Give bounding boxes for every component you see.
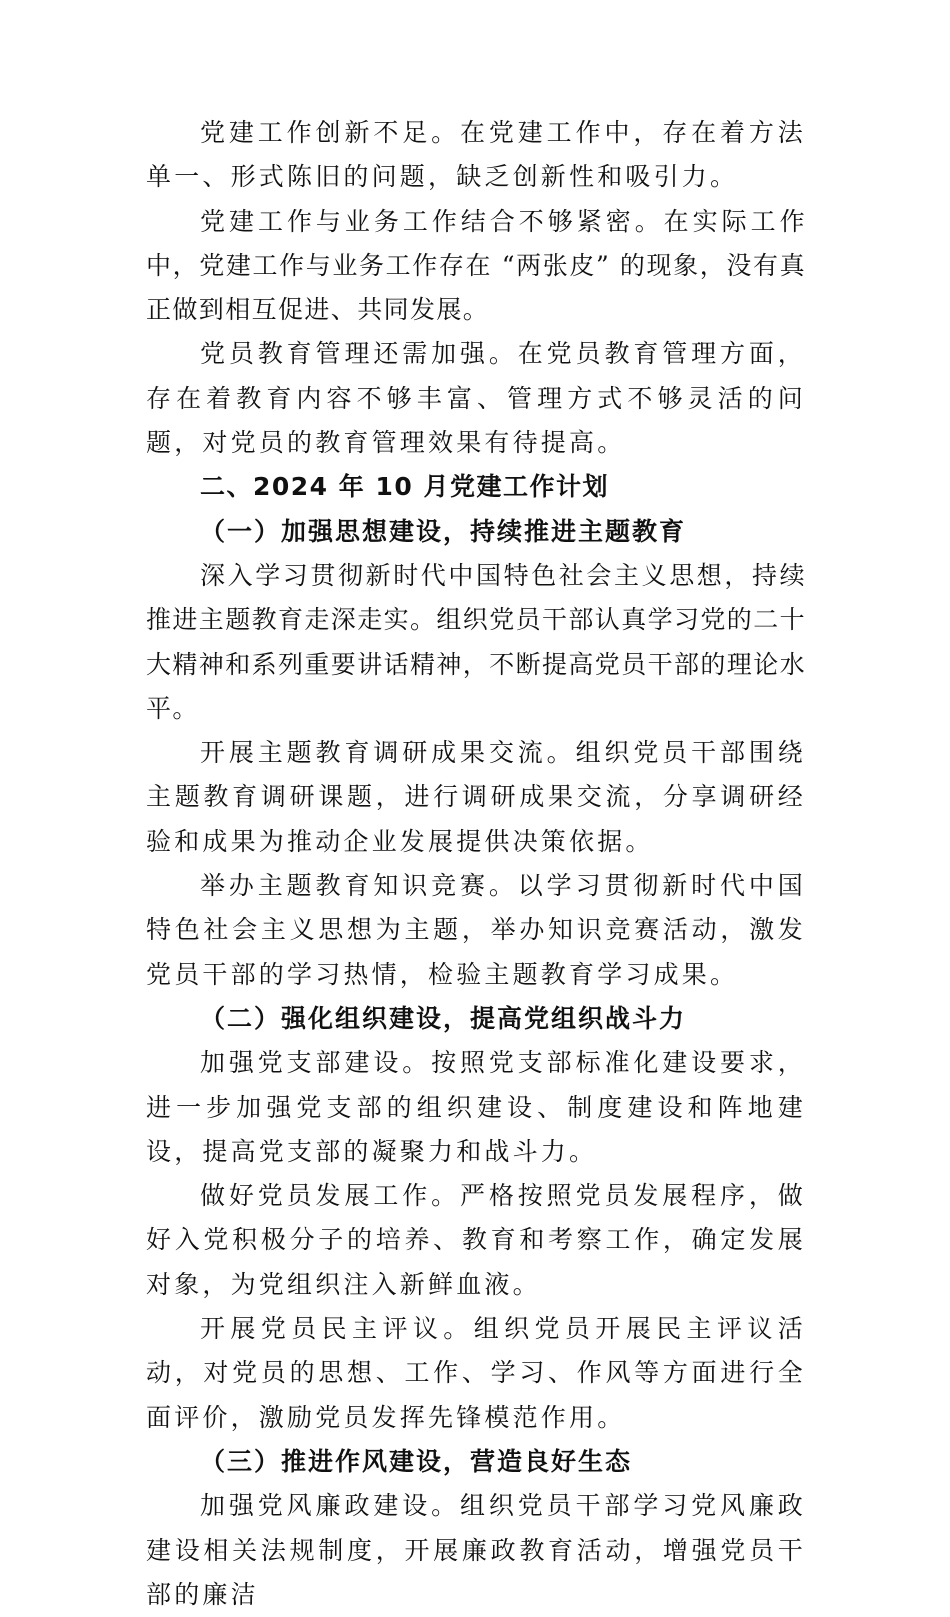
subheading-organization: （二）强化组织建设，提高党组织战斗力 <box>200 1003 687 1033</box>
paragraph-research-exchange: 开展主题教育调研成果交流。组织党员干部围绕主题教育调研课题，进行调研成果交流，分享调研经验和成果为推动企业发展提供决策依据。 <box>146 738 806 856</box>
paragraph-study-thought: 深入学习贯彻新时代中国特色社会主义思想，持续推进主题教育走深走实。组织党员干部认真学习党的二十大精神和系列重要讲话精神，不断提高党员干部的理论水平。 <box>146 560 807 723</box>
paragraph-innovation: 党建工作创新不足。在党建工作中，存在着方法单一、形式陈旧的问题，缺乏创新性和吸引力。 <box>146 118 806 192</box>
document-body <box>146 111 806 1617</box>
paragraph-integration: 党建工作与业务工作结合不够紧密。在实际工作中，党建工作与业务工作存在 “两张皮” 的现象，没有真正做到相互促进、共同发展。 <box>146 206 806 325</box>
paragraph-democratic-evaluation: 开展党员民主评议。组织党员开展民主评议活动，对党员的思想、工作、学习、作风等方面进行全面评价，激励党员发挥先锋模范作用。 <box>146 1314 806 1432</box>
paragraph-knowledge-contest: 举办主题教育知识竞赛。以学习贯彻新时代中国特色社会主义思想为主题，举办知识竞赛活动，激发党员干部的学习热情，检验主题教育学习成果。 <box>146 871 806 989</box>
paragraph-member-development: 做好党员发展工作。严格按照党员发展程序，做好入党积极分子的培养、教育和考察工作，确定发展对象，为党组织注入新鲜血液。 <box>146 1181 806 1299</box>
section-heading-plan: 二、2024 年 10 月党建工作计划 <box>200 472 609 502</box>
subheading-ideology: （一）加强思想建设，持续推进主题教育 <box>200 516 687 546</box>
paragraph-clean-governance: 加强党风廉政建设。组织党员干部学习党风廉政建设相关法规制度，开展廉政教育活动，增强党员干部的廉洁 <box>146 1491 806 1609</box>
paragraph-branch-building: 加强党支部建设。按照党支部标准化建设要求，进一步加强党支部的组织建设、制度建设和阵地建设，提高党支部的凝聚力和战斗力。 <box>146 1048 806 1166</box>
subheading-work-style: （三）推进作风建设，营造良好生态 <box>200 1446 633 1476</box>
paragraph-education-management: 党员教育管理还需加强。在党员教育管理方面，存在着教育内容不够丰富、管理方式不够灵活的问题，对党员的教育管理效果有待提高。 <box>146 339 806 458</box>
